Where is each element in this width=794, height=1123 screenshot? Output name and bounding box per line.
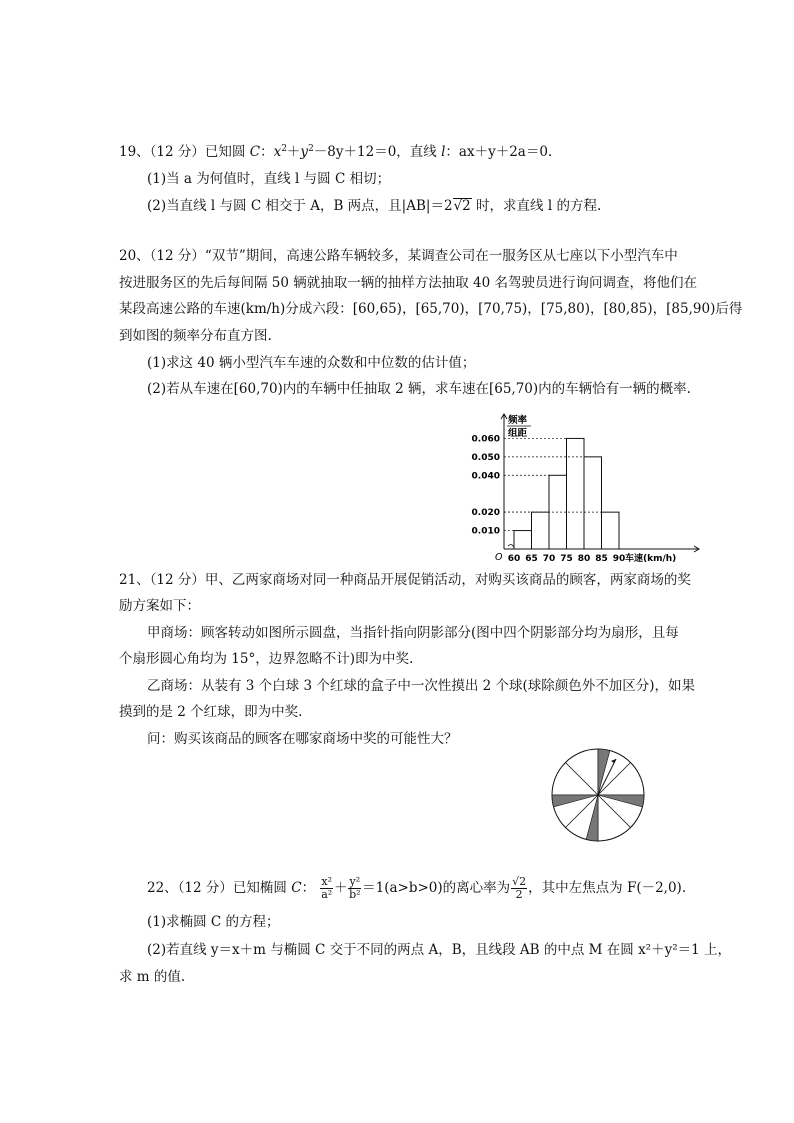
histogram-bar [602, 512, 620, 549]
fraction-x2-a2: $\frac{\text{x²}}{\text{a²}}$ [321, 875, 333, 901]
y-tick-label: 0.020 [471, 508, 500, 519]
frequency-histogram [470, 408, 710, 563]
x-tick-label: 70 [542, 554, 556, 563]
x-tick-label: 85 [595, 554, 608, 563]
q19-stem: 19、（12 分）已知圆 C：$x^2+y^2-8y+12=0$，直线 l：ax＋y＋2a＝0. [119, 144, 553, 160]
q20-stem-line3: 某段高速公路的车速(km/h)分成六段：[60,65)，[65,70)，[70,75)，[75,80)，[80,85)，[85,90)后得 [119, 301, 743, 317]
q19-part2: (2)当直线 l 与圆 C 相交于 A，B 两点，且|AB|＝2√2 时，求直线 l 的方程. [147, 198, 602, 214]
q20-part1: (1)求这 40 辆小型汽车车速的众数和中位数的估计值； [147, 355, 476, 371]
q21-yi-line1: 乙商场：从装有 3 个白球 3 个红球的盒子中一次性摸出 2 个球(球除颜色外不加区分)，如果 [147, 678, 696, 694]
y-label-top: 频率 [508, 415, 528, 426]
q21-stem-line1: 21、（12 分）甲、乙两家商场对同一种商品开展促销活动，对购买该商品的顾客，两家商场的奖 [119, 572, 691, 588]
q21-stem-line2: 励方案如下： [119, 598, 200, 614]
q22-part2-line1: (2)若直线 y＝x＋m 与椭圆 C 交于不同的两点 A，B，且线段 AB 的中点 M 在圆 x²＋y²＝1 上， [147, 942, 732, 958]
q22-stem: 22、（12 分）已知椭圆 C： $\frac{\text{x²}}{\text{a²}}$ ＋ $\frac{\text{y²}}{\text{b²}}$ ＝1(a>b>0)的离心率为 $\frac{√2}{2}$ ，其中左焦点为 F(－2,0). [147, 875, 687, 901]
fraction-y2-b2: $\frac{\text{y²}}{\text{b²}}$ [349, 875, 361, 901]
q20-stem-line2: 按进服务区的先后每间隔 50 辆就抽取一辆的抽样方法抽取 40 名驾驶员进行询问调查，将他们在 [119, 275, 698, 291]
q21-jia-line2: 个扇形圆心角均为 15°，边界忽略不计)即为中奖. [119, 651, 414, 667]
sqrt-symbol: √2 [453, 198, 471, 214]
x-axis-label: 车速(km/h) [625, 554, 677, 563]
q21-yi-line2: 摸到的是 2 个红球，即为中奖. [119, 704, 303, 720]
q19-part1: (1)当 a 为何值时，直线 l 与圆 C 相切； [147, 171, 391, 187]
histogram-bar [514, 531, 532, 549]
prize-wheel-diagram [548, 745, 648, 845]
x-tick-label: 90 [612, 554, 626, 563]
y-tick-label: 0.040 [471, 471, 500, 482]
x-tick-label: 80 [577, 554, 591, 563]
q20-part2: (2)若从车速在[60,70)内的车辆中任抽取 2 辆，求车速在[65,70)内的车辆恰有一辆的概率. [147, 381, 691, 397]
y-tick-label: 0.060 [471, 434, 500, 445]
histogram-bar [567, 438, 585, 549]
q21-jia-line1: 甲商场：顾客转动如图所示圆盘，当指针指向阴影部分(图中四个阴影部分均为扇形，且每 [147, 625, 679, 641]
q22-part1: (1)求椭圆 C 的方程； [147, 914, 280, 930]
y-label-bottom: 组距 [508, 428, 528, 439]
q21-question: 问：购买该商品的顾客在哪家商场中奖的可能性大？ [147, 731, 458, 747]
histogram-bar [584, 457, 602, 549]
origin-label: O [495, 552, 503, 563]
q20-stem-line4: 到如图的频率分布直方图. [119, 328, 272, 344]
x-tick-label: 60 [507, 554, 521, 563]
histogram-bar [532, 512, 550, 549]
x-tick-label: 75 [560, 554, 573, 563]
fraction-eccentricity: $\frac{√2}{2}$ [512, 875, 527, 901]
q20-stem-line1: 20、（12 分）“双节”期间，高速公路车辆较多，某调查公司在一服务区从七座以下小型汽车中 [119, 248, 678, 264]
x-tick-label: 65 [525, 554, 538, 563]
q22-part2-line2: 求 m 的值. [119, 969, 186, 985]
y-tick-label: 0.050 [471, 452, 500, 463]
y-tick-label: 0.010 [471, 526, 500, 537]
